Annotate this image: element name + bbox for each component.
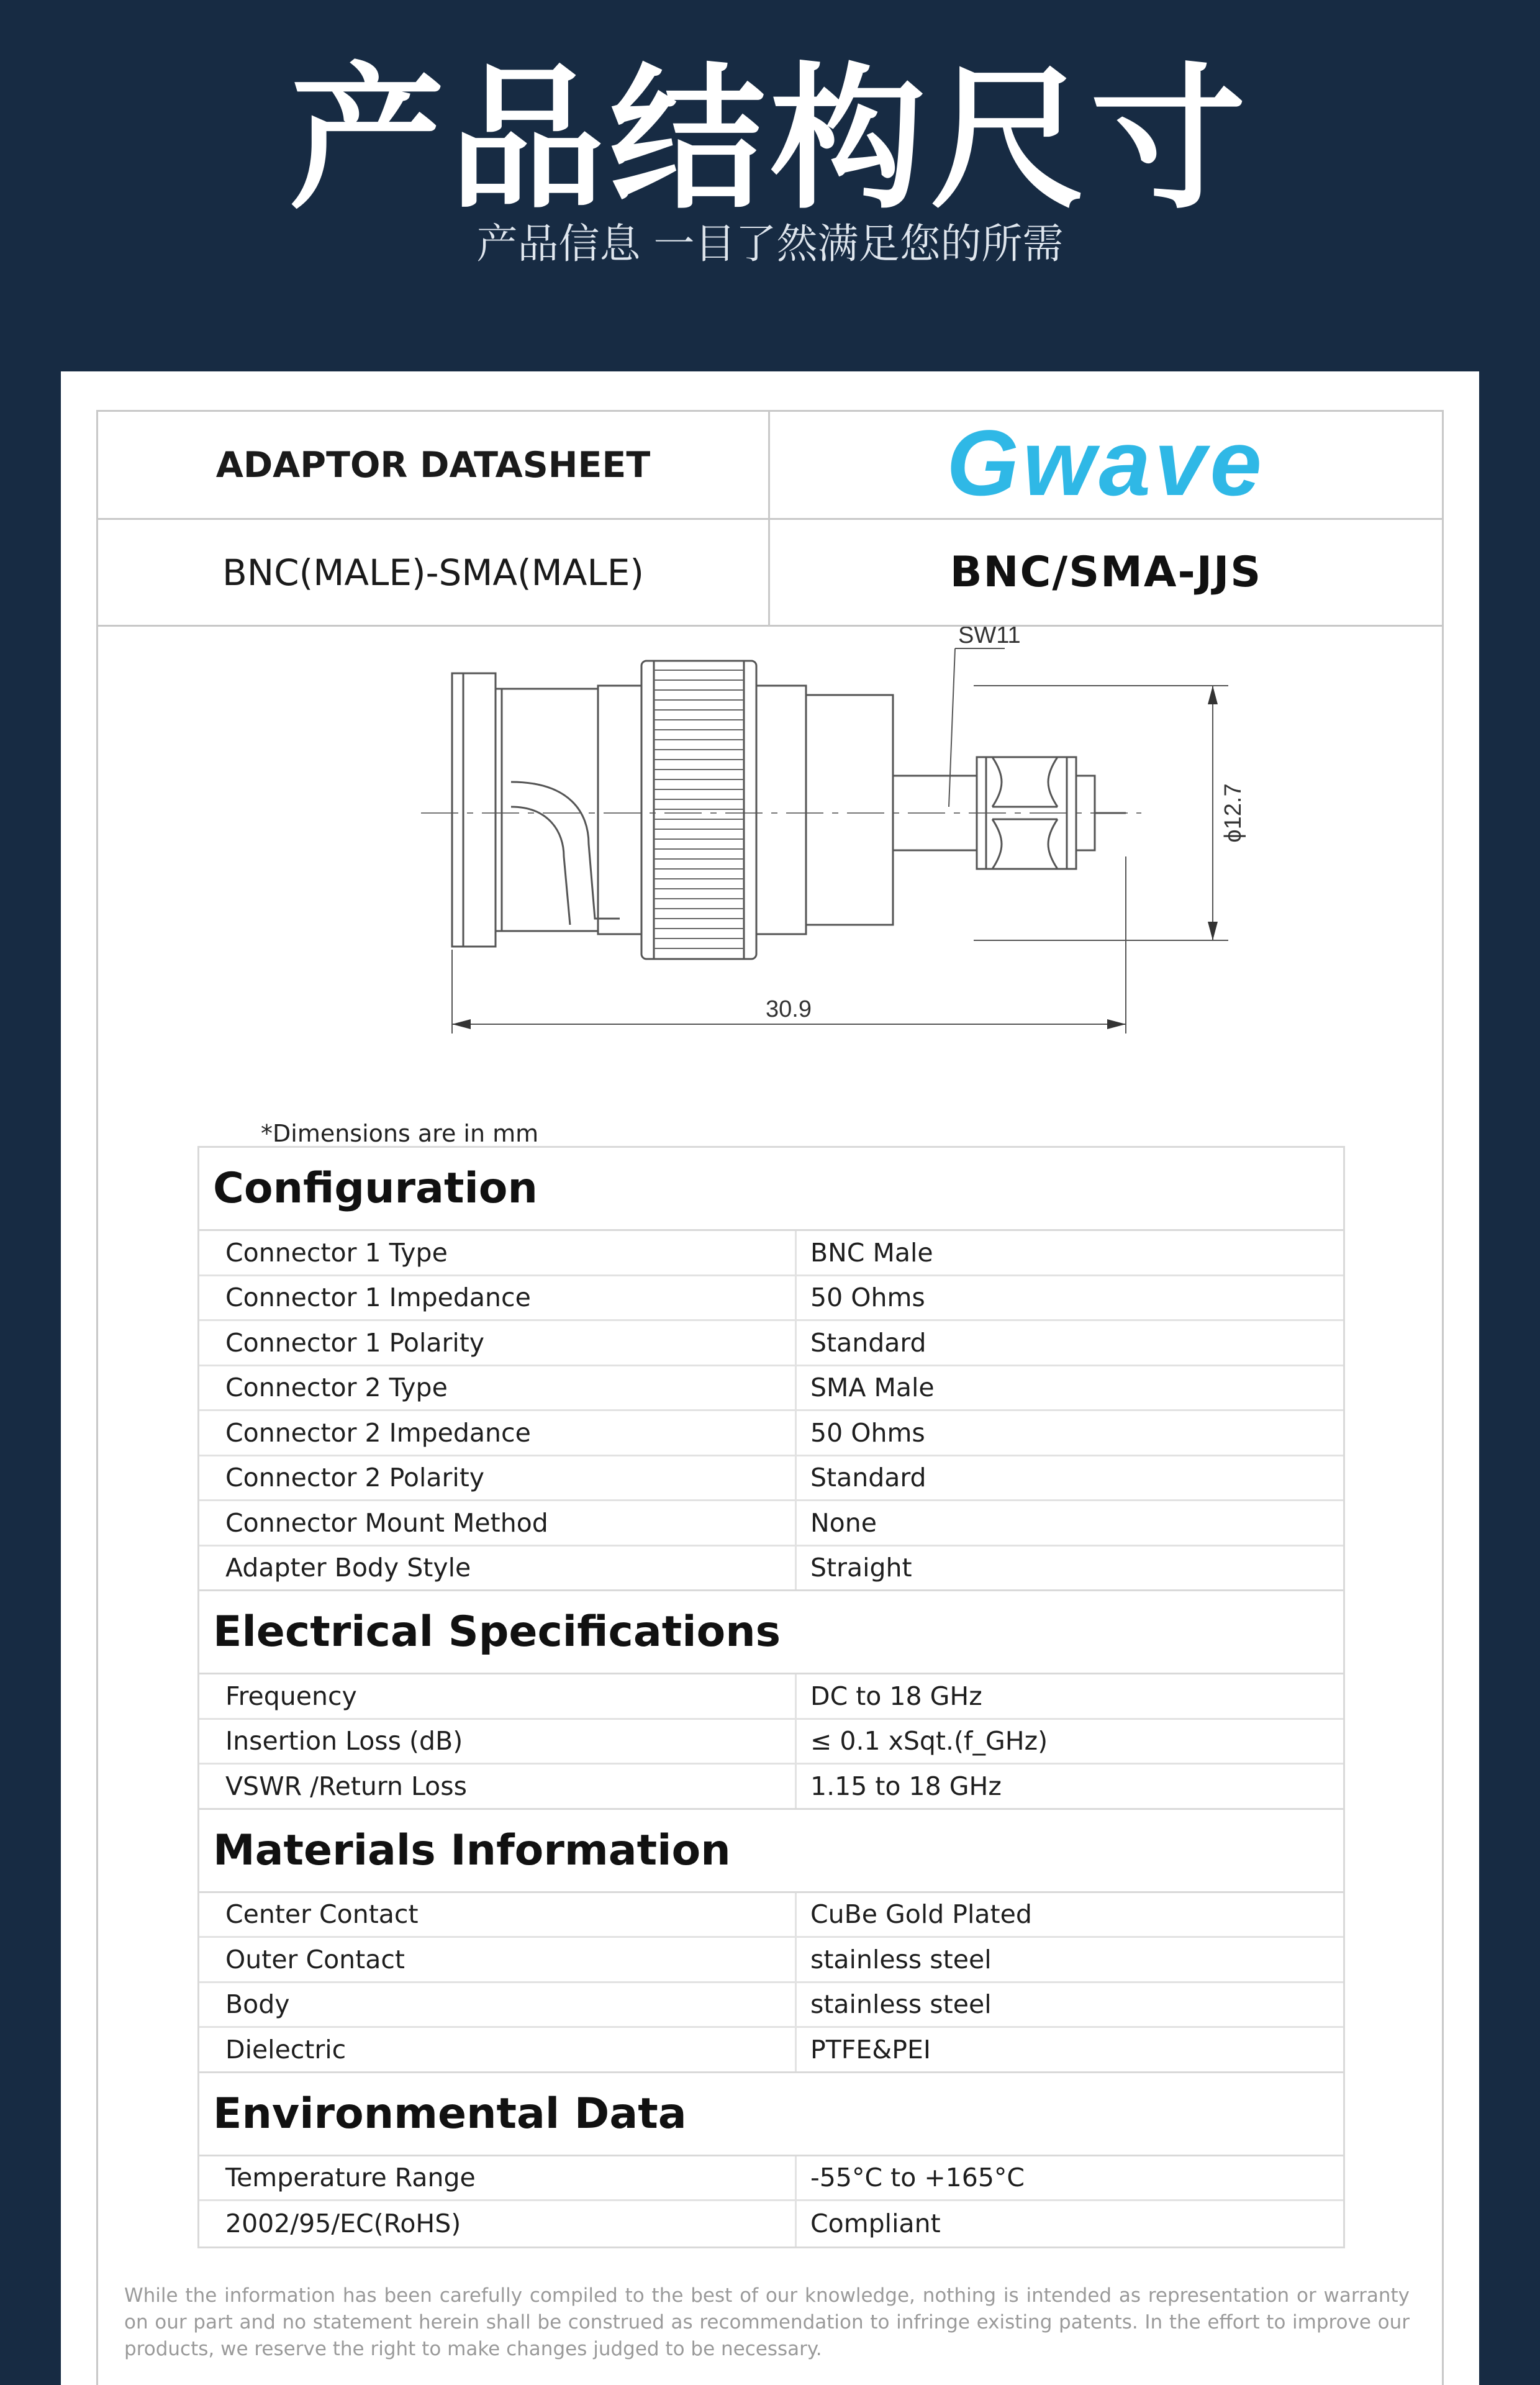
datasheet-header-row [98, 412, 1442, 520]
spec-value: Standard [810, 1463, 926, 1493]
table-row [199, 1893, 1343, 1938]
spec-key: Connector 1 Impedance [199, 1276, 797, 1320]
spec-value: ≤ 0.1 xSqt.(f_GHz) [810, 1726, 1048, 1756]
datasheet-title: ADAPTOR DATASHEET [215, 444, 651, 486]
section-title-environmental: Environmental Data [199, 2073, 1343, 2156]
spec-value: 1.15 to 18 GHz [810, 1771, 1002, 1801]
brand-logo [907, 422, 1305, 509]
table-row [199, 2156, 1343, 2202]
spec-value: -55°C to +165°C [810, 2163, 1025, 2193]
spec-key: Center Contact [199, 1893, 797, 1937]
spec-value: DC to 18 GHz [810, 1681, 982, 1711]
table-row [199, 2201, 1343, 2246]
spec-value: CuBe Gold Plated [810, 1899, 1032, 1930]
page-subtitle: 产品信息 一目了然满足您的所需 [476, 220, 1064, 268]
table-row [199, 1674, 1343, 1720]
table-row [199, 1501, 1343, 1547]
table-row [199, 1765, 1343, 1810]
wrench-size-label: SW11 [958, 627, 1021, 648]
spec-key: Outer Contact [199, 1938, 797, 1981]
spec-key: 2002/95/EC(RoHS) [199, 2201, 797, 2246]
table-row [199, 2028, 1343, 2073]
spec-key: Connector Mount Method [199, 1501, 797, 1545]
spec-value: stainless steel [810, 1944, 992, 1974]
connector-drawing [98, 627, 1442, 1080]
datasheet-title-cell [98, 412, 770, 518]
spec-value: PTFE&PEI [810, 2034, 931, 2065]
spec-value: Standard [810, 1327, 926, 1358]
spec-value: SMA Male [810, 1373, 935, 1403]
spec-table [197, 1146, 1345, 2248]
disclaimer-text: While the information has been carefully compiled to the best of our knowledge, nothing is intended as representation or warranty on our part and no statement herein shall be construed as recommendation to infringe existing patents. In the effort to improve our products, we reserve the right to make changes judged to be necessary. [124, 2284, 1410, 2360]
page-title: 产品结构尺寸 [289, 49, 1251, 230]
spec-key: Insertion Loss (dB) [199, 1720, 797, 1763]
part-number: BNC/SMA-JJS [949, 548, 1262, 597]
spec-key: Connector 2 Impedance [199, 1411, 797, 1455]
brand-logo-text: Gwave [946, 421, 1266, 509]
table-row [199, 1276, 1343, 1322]
table-row [199, 1983, 1343, 2028]
spec-value: 50 Ohms [810, 1283, 925, 1313]
spec-value: Straight [810, 1553, 912, 1583]
table-row [199, 1720, 1343, 1765]
table-row [199, 1231, 1343, 1276]
spec-value: 50 Ohms [810, 1417, 925, 1448]
section-title-materials: Materials Information [199, 1810, 1343, 1893]
spec-key: Frequency [199, 1674, 797, 1718]
part-row [98, 520, 1442, 627]
table-row [199, 1321, 1343, 1366]
spec-key: Connector 2 Polarity [199, 1456, 797, 1500]
diameter-dimension-label: ϕ12.7 [1220, 783, 1246, 843]
section-title-configuration: Configuration [199, 1148, 1343, 1231]
brand-logo-cell [770, 412, 1442, 518]
spec-value: Compliant [810, 2209, 941, 2239]
table-row [199, 1456, 1343, 1502]
spec-key: Dielectric [199, 2028, 797, 2071]
spec-key: Connector 1 Polarity [199, 1321, 797, 1365]
spec-key: Temperature Range [199, 2156, 797, 2200]
table-row [199, 1366, 1343, 1412]
spec-value: None [810, 1507, 877, 1538]
table-row [199, 1938, 1343, 1983]
table-row [199, 1411, 1343, 1456]
part-description: BNC(MALE)-SMA(MALE) [222, 551, 644, 594]
part-description-cell [98, 520, 770, 625]
spec-key: Adapter Body Style [199, 1547, 797, 1590]
part-number-cell [770, 520, 1442, 625]
spec-value: stainless steel [810, 1989, 992, 2020]
dimensions-note: *Dimensions are in mm [261, 1120, 539, 1147]
section-title-electrical: Electrical Specifications [199, 1591, 1343, 1674]
spec-key: Connector 1 Type [199, 1231, 797, 1274]
spec-value: BNC Male [810, 1237, 933, 1268]
spec-key: VSWR /Return Loss [199, 1765, 797, 1808]
spec-key: Connector 2 Type [199, 1366, 797, 1410]
table-row [199, 1547, 1343, 1592]
spec-key: Body [199, 1983, 797, 2027]
length-dimension-label: 30.9 [766, 996, 812, 1022]
